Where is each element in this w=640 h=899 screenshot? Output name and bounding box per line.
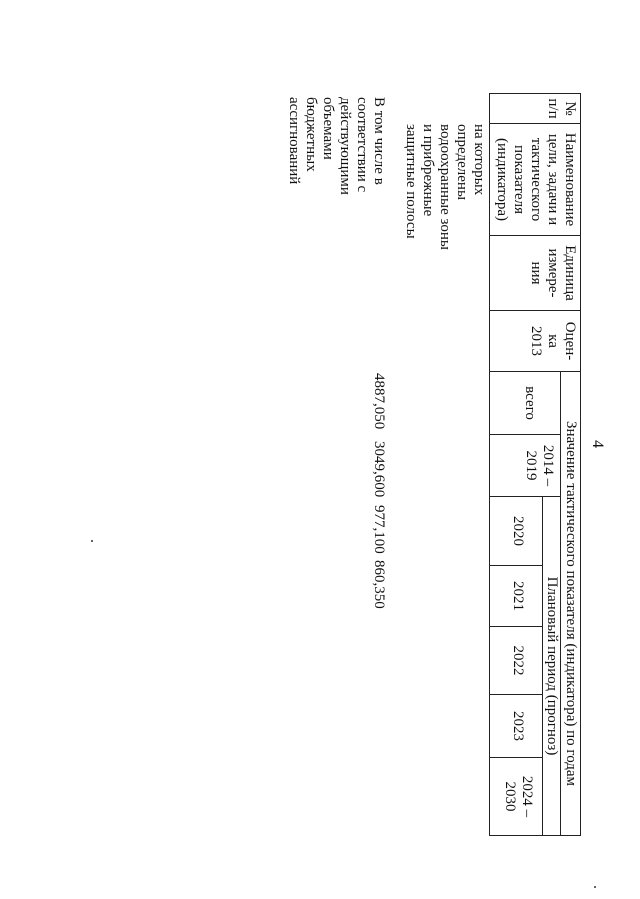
col-estimate-header (527, 311, 578, 371)
col-period-2024-2030-header (501, 758, 535, 835)
col-name-line-3: тактического (528, 137, 544, 222)
col-2023-header: 2023 (510, 711, 526, 741)
col-name-line-2: цели, задачи и (545, 133, 561, 226)
row2-value-total: 4887,050 (371, 373, 387, 430)
row1-line-4: и прибрежные (420, 124, 436, 217)
row2-value-2021: 860,350 (371, 560, 387, 609)
row2-value-2020: 977,100 (371, 505, 387, 554)
scan-speck (594, 886, 596, 888)
row2-line-5: бюджетных (303, 97, 319, 172)
row2-value-2014-2019: 3049,600 (371, 441, 387, 498)
page-number: 4 (589, 440, 606, 448)
col-estimate-line-3: 2013 (528, 326, 544, 356)
row1-name-cell (402, 124, 487, 250)
col-period2-line-1: 2024 – (519, 775, 535, 818)
col-name-line-4: показателя (511, 144, 527, 215)
row2-line-4: объемами (320, 97, 336, 160)
row2-line-6: ассигнований (286, 97, 302, 185)
row2-line-2: соответствии с (354, 97, 370, 193)
col-name-line-5: (индикатора) (494, 137, 510, 222)
row2-name-cell (285, 97, 387, 195)
row1-line-5: защитные полосы (403, 124, 419, 239)
row1-line-1: на которых (471, 124, 487, 196)
row1-line-3: водоохранные зоны (437, 124, 453, 250)
col-name-line-1: Наименование (562, 132, 578, 227)
col-2022-header: 2022 (510, 645, 526, 676)
col-name-header (493, 124, 578, 235)
col-unit-header (527, 236, 578, 310)
col-period1-line-1: 2014 – (540, 444, 556, 487)
col-period2-line-2: 2030 (502, 781, 518, 812)
scan-speck (91, 540, 93, 542)
col-period1-line-2: 2019 (523, 450, 539, 481)
col-unit-line-1: Единица (562, 245, 578, 301)
col-estimate-line-1: Оцен- (562, 321, 578, 361)
col-num-label-1: № (562, 101, 578, 116)
col-period-2014-2019-header (522, 435, 556, 496)
row2-line-1: В том числе в (371, 97, 387, 185)
col-total-header: всего (522, 386, 538, 420)
col-unit-line-3: ния (528, 261, 544, 285)
col-estimate-line-2: ка (545, 334, 561, 348)
row2-line-3: действующими (337, 97, 353, 195)
plan-period-title: Плановый период (прогноз) (544, 576, 560, 756)
col-2021-header: 2021 (510, 581, 526, 611)
col-num-header (544, 94, 578, 123)
group-title: Значение тактического показателя (индикатора) по годам (563, 420, 579, 787)
col-num-label-2: п/п (545, 98, 561, 119)
col-unit-line-2: измере- (545, 248, 561, 298)
row1-line-2: определены (454, 124, 470, 201)
col-2020-header: 2020 (510, 516, 526, 546)
